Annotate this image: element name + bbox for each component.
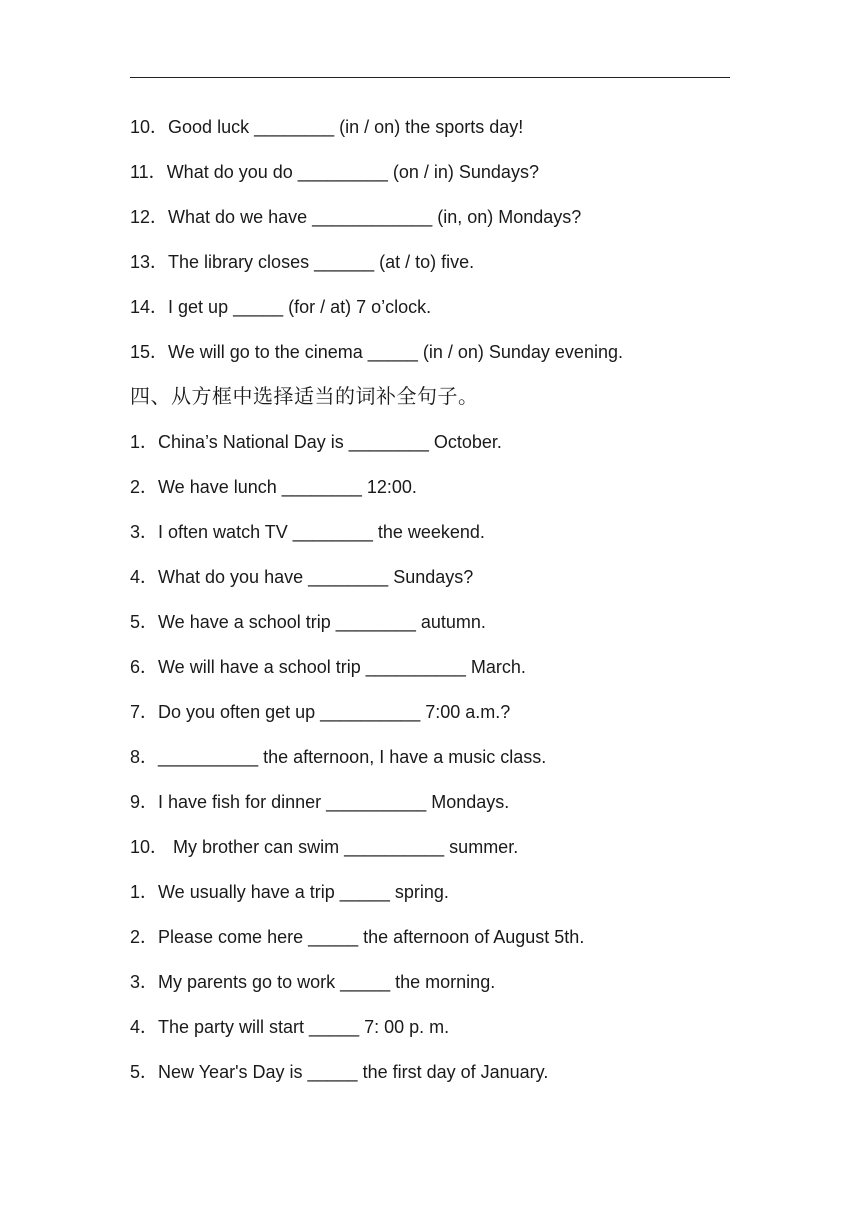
question-item: [130, 469, 770, 514]
question-text: What do we have ____________ (in, on) Mondays?: [168, 207, 582, 227]
section-heading: 四、从方框中选择适当的词补全句子。: [130, 386, 479, 408]
question-number: 9．: [130, 792, 159, 812]
question-number: 8．: [130, 747, 159, 767]
question-text: I have fish for dinner __________ Mondays.: [158, 792, 510, 812]
question-text: We have lunch ________ 12:00.: [158, 477, 417, 497]
question-number: 4．: [130, 567, 159, 587]
question-item: [130, 964, 770, 1009]
question-number: 1．: [130, 432, 159, 452]
question-item: [130, 694, 770, 739]
question-number: 6．: [130, 657, 159, 677]
question-item: [130, 289, 770, 334]
worksheet-body: [130, 109, 770, 1099]
question-number: 1．: [130, 882, 159, 902]
question-number: 2．: [130, 927, 159, 947]
question-number: 3．: [130, 522, 159, 542]
question-item: [130, 559, 770, 604]
question-number: 11．: [130, 162, 167, 182]
question-item: [130, 919, 770, 964]
question-number: 14．: [130, 297, 169, 317]
question-text: We usually have a trip _____ spring.: [158, 882, 449, 902]
question-text: We will go to the cinema _____ (in / on) Sunday evening.: [168, 342, 623, 362]
question-number: 3．: [130, 972, 159, 992]
question-text: What do you have ________ Sundays?: [158, 567, 474, 587]
question-item: [130, 424, 770, 469]
question-number: 5．: [130, 612, 159, 632]
question-text: We have a school trip ________ autumn.: [158, 612, 486, 632]
question-text: My parents go to work _____ the morning.: [158, 972, 496, 992]
question-text: __________ the afternoon, I have a music class.: [158, 747, 547, 767]
question-item: [130, 604, 770, 649]
question-number: 2．: [130, 477, 159, 497]
question-text: Good luck ________ (in / on) the sports day!: [168, 117, 524, 137]
question-item: [130, 1054, 770, 1099]
question-number: 7．: [130, 702, 159, 722]
question-number: 12．: [130, 207, 169, 227]
question-item: [130, 739, 770, 784]
question-item: [130, 154, 770, 199]
question-item: [130, 784, 770, 829]
question-item: [130, 199, 770, 244]
question-number: 10．: [130, 117, 169, 137]
question-number: 4．: [130, 1017, 159, 1037]
question-number: 10．: [130, 837, 169, 857]
question-text: I often watch TV ________ the weekend.: [158, 522, 485, 542]
header-rule: [130, 77, 730, 78]
question-number: 13．: [130, 252, 169, 272]
question-item: [130, 649, 770, 694]
question-text: I get up _____ (for / at) 7 o’clock.: [168, 297, 432, 317]
question-item: [130, 874, 770, 919]
question-item: [130, 109, 770, 154]
question-item: [130, 1009, 770, 1054]
question-text: New Year's Day is _____ the first day of January.: [158, 1062, 549, 1082]
question-text: What do you do _________ (on / in) Sundays?: [166, 162, 539, 182]
question-text: My brother can swim __________ summer.: [168, 837, 519, 857]
question-text: The party will start _____ 7: 00 p. m.: [158, 1017, 450, 1037]
question-text: Please come here _____ the afternoon of August 5th.: [158, 927, 585, 947]
question-text: Do you often get up __________ 7:00 a.m.?: [158, 702, 511, 722]
question-number: 5．: [130, 1062, 159, 1082]
question-number: 15．: [130, 342, 169, 362]
question-text: The library closes ______ (at / to) five.: [168, 252, 475, 272]
question-text: We will have a school trip __________ March.: [158, 657, 526, 677]
question-item: [130, 244, 770, 289]
question-item: [130, 514, 770, 559]
question-item: [130, 334, 770, 379]
question-text: China’s National Day is ________ October.: [158, 432, 502, 452]
question-item: [130, 829, 770, 874]
